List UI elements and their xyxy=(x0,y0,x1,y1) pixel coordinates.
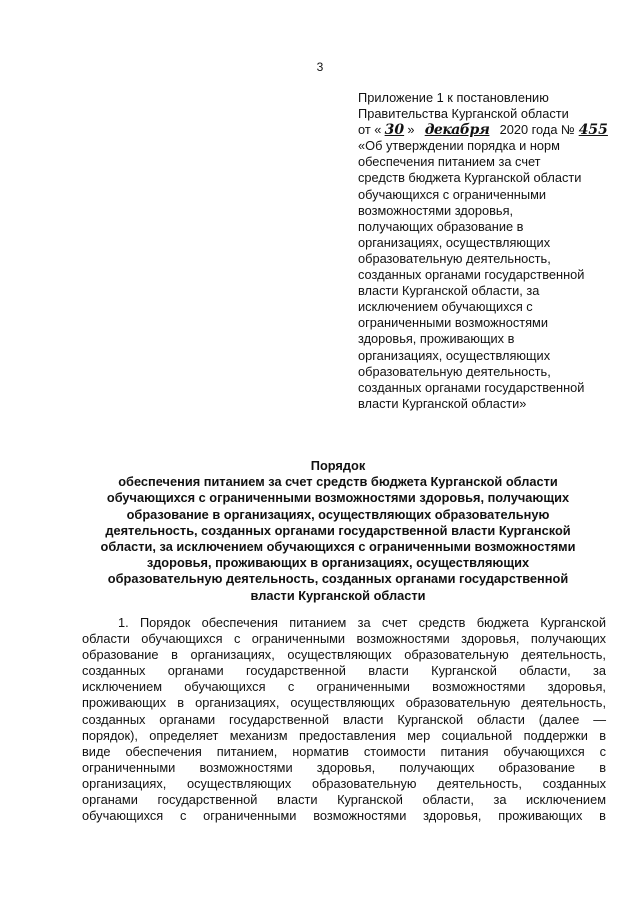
body-line: организациях, осуществляющих образовательную деятельность, созданных xyxy=(82,775,606,791)
title-line: образовательную деятельность, созданных органами государственной xyxy=(107,571,569,587)
body-line: ограниченными возможностями здоровья, получающих образование в xyxy=(82,759,606,775)
title-line: деятельность, созданных органами государственной власти Курганской xyxy=(105,522,571,538)
document-title xyxy=(78,458,598,604)
resolution-line: возможностями здоровья, xyxy=(358,202,514,218)
body-line: обучающихся с ограниченными возможностями здоровья, проживающих в xyxy=(82,808,606,824)
body-line: порядок), определяет механизм предоставления мер социальной поддержки в xyxy=(82,727,606,743)
resolution-line: организациях, осуществляющих xyxy=(358,234,551,250)
date-year: 2020 года № xyxy=(499,122,575,138)
handwritten-month: декабря xyxy=(424,122,490,139)
title-line: обучающихся с ограниченными возможностями здоровья, получающих xyxy=(106,490,570,506)
title-line: власти Курганской области xyxy=(250,587,426,603)
resolution-line: обеспечения питанием за счет xyxy=(358,154,541,170)
resolution-line: образовательную деятельность, xyxy=(358,363,551,379)
resolution-line: власти Курганской области, за xyxy=(358,283,540,299)
handwritten-day: 30 xyxy=(384,122,405,139)
body-line: области обучающихся с ограниченными возможностями здоровья, получающих xyxy=(82,631,606,647)
resolution-line: образовательную деятельность, xyxy=(358,250,551,266)
title-heading: Порядок xyxy=(310,458,366,473)
title-line: здоровья, проживающих в организациях, осуществляющих xyxy=(146,555,530,571)
date-middle: » xyxy=(407,122,415,138)
title-line: области, за исключением обучающихся с ограниченными возможностями xyxy=(100,539,576,555)
page-number: 3 xyxy=(316,60,324,74)
appendix-date-line xyxy=(358,122,618,138)
resolution-line: ограниченными возможностями xyxy=(358,315,548,331)
resolution-line: обучающихся с ограниченными xyxy=(358,186,547,202)
resolution-line: здоровья, проживающих в xyxy=(358,331,515,347)
body-line: образование в организациях, осуществляющих образовательную деятельность, xyxy=(82,647,606,663)
resolution-title xyxy=(358,138,618,412)
resolution-line: исключением обучающихся с xyxy=(358,299,533,315)
resolution-line: получающих образование в xyxy=(358,218,524,234)
resolution-line: средств бюджета Курганской области xyxy=(358,170,582,186)
body-line: исключением обучающихся с ограниченными возможностями здоровья, xyxy=(82,679,606,695)
appendix-block xyxy=(358,90,618,412)
handwritten-number: 455 xyxy=(578,122,608,139)
title-line: образование в организациях, осуществляющих образовательную xyxy=(126,506,550,522)
title-line: обеспечения питанием за счет средств бюджета Курганской области xyxy=(118,474,558,490)
appendix-line-1: Приложение 1 к постановлению xyxy=(358,90,549,105)
resolution-line: созданных органами государственной xyxy=(358,379,585,395)
body-line: созданных органами государственной власти Курганской области (далее — xyxy=(82,711,606,727)
body-line: проживающих в организациях, осуществляющих образовательную деятельность, xyxy=(82,695,606,711)
resolution-line: организациях, осуществляющих xyxy=(358,347,551,363)
body-line: 1. Порядок обеспечения питанием за счет средств бюджета Курганской xyxy=(118,615,606,630)
resolution-line: созданных органами государственной xyxy=(358,267,585,283)
body-line: виде обеспечения питанием, норматив стоимости питания обучающихся с xyxy=(82,743,606,759)
appendix-line-2: Правительства Курганской области xyxy=(358,106,569,122)
resolution-line: власти Курганской области» xyxy=(358,395,527,411)
resolution-line: «Об утверждении порядка и норм xyxy=(358,138,560,154)
paragraph-1 xyxy=(82,615,606,824)
body-line: созданных органами государственной власти Курганской области, за xyxy=(82,663,606,679)
date-prefix: от « xyxy=(358,122,382,138)
body-line: органами государственной власти Курганской области, за исключением xyxy=(82,792,606,808)
